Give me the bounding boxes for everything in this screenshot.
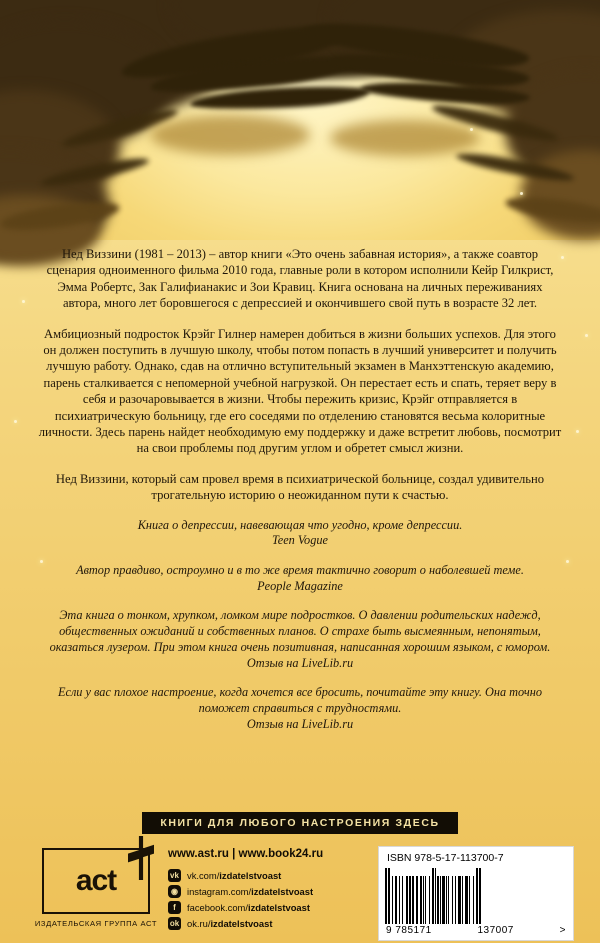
closing-paragraph: Нед Виззини, который сам провел время в психиатрической больнице, создал удивительно трогательную историю о неожиданном пути к счастью. [55,471,545,503]
social-handle-vk [187,870,281,881]
social-handle-facebook [187,902,310,913]
review-quote: Эта книга о тонком, хрупком, ломком мире подростков. О давлении родительских надежд, общественных ожиданий и собственных планов. О страхе быть высмеянным, непонятым, оказаться лузером. При этом книга очень позитивная, написанная хорошим языком, с юмором. [49,608,551,655]
tagline-text: КНИГИ ДЛЯ ЛЮБОГО НАСТРОЕНИЯ ЗДЕСЬ [142,812,457,834]
cover-text-block [0,246,600,747]
instagram-icon [168,885,181,898]
social-row-instagram[interactable] [168,885,378,898]
social-row-facebook[interactable] [168,901,378,914]
review-quote: Книга о депрессии, навевающая что угодно, кроме депрессии. [137,517,463,532]
review-4 [38,685,562,732]
cloud-highlight [150,115,310,155]
social-handle-instagram [187,886,313,897]
barcode [385,868,567,924]
spark-dot [520,192,523,195]
ean-tail: > [559,925,566,936]
vk-icon-glyph: vk [170,871,179,880]
tagline-container [0,812,600,834]
review-2 [38,563,562,594]
website-links[interactable]: www.ast.ru | www.book24.ru [168,848,324,860]
logo-text: act [75,864,117,897]
social-account: izdatelstvoast [210,918,273,929]
vk-icon [168,869,181,882]
social-handle-odnoklassniki [187,918,272,929]
cloud-highlight [330,120,480,156]
review-source: Отзыв на LiveLib.ru [246,655,354,670]
social-prefix: ok.ru/ [187,918,211,929]
odnoklassniki-icon [168,917,181,930]
facebook-icon [168,901,181,914]
ean-right: 137007 [477,925,514,936]
review-quote: Если у вас плохое настроение, когда хочется все бросить, почитайте эту книгу. Она точно поможет справиться с трудностями. [57,685,543,716]
odnoklassniki-icon-glyph: ok [169,919,180,928]
social-prefix: facebook.com/ [187,902,248,913]
social-prefix: vk.com/ [187,870,220,881]
social-row-odnoklassniki[interactable] [168,917,378,930]
review-quote: Автор правдиво, остроумно и в то же время тактично говорит о наболевшей теме. [76,563,524,578]
ean-digits [385,925,567,936]
ean-left: 9 785171 [386,925,432,936]
social-account: izdatelstvoast [251,886,314,897]
footer [0,838,600,943]
social-row-vk[interactable] [168,869,378,882]
review-source: Teen Vogue [272,533,328,548]
instagram-icon-glyph: ◉ [171,887,178,896]
social-prefix: instagram.com/ [187,886,252,897]
social-account: izdatelstvoast [247,902,310,913]
synopsis-paragraph: Амбициозный подросток Крэйг Гилнер намерен добиться в жизни больших успехов. Для этого он должен поступить в лучшую школу, чтобы потом попасть в лучший университет и получить лучшую работу. Однако, сдав на отлично вступительный экзамен в Манхэттенскую академию, парень сталкивается с непомерной учебной нагрузкой. Он перестает есть и спать, теряет веру в себя и разочаровывается в жизни. Чтобы пережить кризис, Крэйг отправляется в психиатрическую больницу, где его соседями по отделению становятся весьма колоритные личности. Здесь парень найдет необходимую ему поддержку и даже встретит любовь, посмотрит на свои проблемы под другим углом и обретет смысл жизни. [38,326,562,456]
review-3 [38,608,562,671]
logo-caption: ИЗДАТЕЛЬСКАЯ ГРУППА АСТ [34,919,158,928]
logo-box [42,848,150,914]
review-source: Отзыв на LiveLib.ru [246,717,354,732]
isbn-number: ISBN 978-5-17-113700-7 [387,852,504,864]
social-account: izdatelstvoast [219,870,282,881]
author-bio-paragraph: Нед Виззини (1981 – 2013) – автор книги «Это очень забавная история», а также соавтор сценария одноименного фильма 2010 года, главные роли в котором исполнили Кейр Гилкрист, Эмма Робертс, Зак Галифианакис и Зои Кравиц. Книга основана на личных переживаниях автора, много лет боровшегося с депрессией и окончившего свой путь в возрасте 32 лет. [46,247,554,311]
publisher-links [168,848,378,933]
publisher-logo [30,848,162,928]
isbn-barcode-block [378,846,574,941]
review-1 [38,518,562,549]
spark-dot [470,128,473,131]
facebook-icon-glyph: f [173,903,176,912]
review-source: People Magazine [257,578,343,593]
